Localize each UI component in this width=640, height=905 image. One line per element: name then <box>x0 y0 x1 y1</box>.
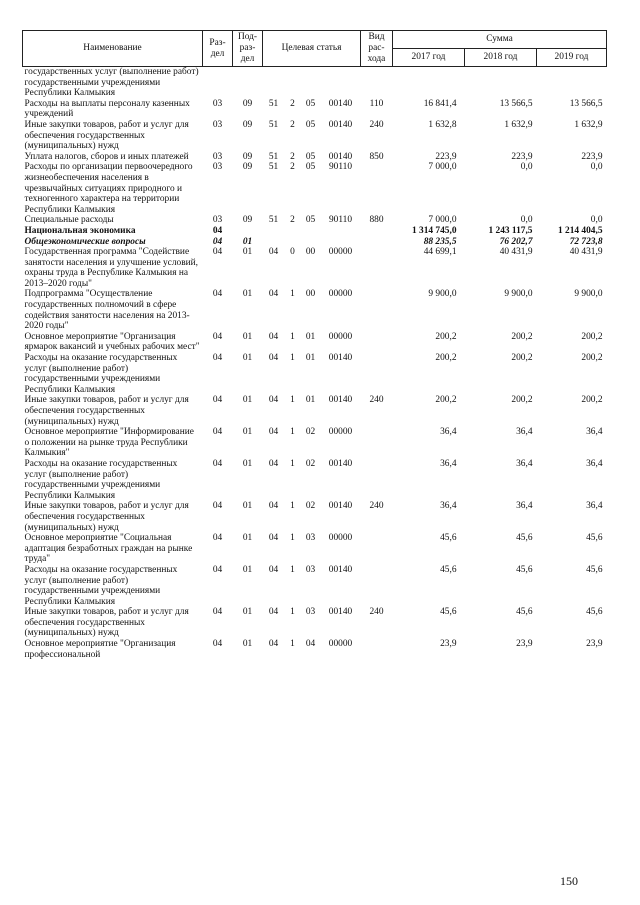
row-target-direction: 00140 <box>328 151 353 162</box>
row-name: Иные закупки товаров, работ и услуг для обеспечения государственных (муниципальных) нужд <box>24 501 189 533</box>
row-sum-2019: 36,4 <box>586 458 603 469</box>
row-target-subprogram <box>285 237 301 248</box>
header-name: Наименование <box>23 31 203 67</box>
row-razdel: 03 <box>212 162 223 173</box>
row-target-direction: 00000 <box>328 331 353 342</box>
row-name: Расходы на оказание государственных услуг (выполнение работ) государственными учреждениями Республики Калмыкия <box>24 564 178 607</box>
row-sum-2017: 23,9 <box>440 639 457 650</box>
row-expense-type <box>361 565 393 607</box>
row-target-event: 02 <box>305 427 316 438</box>
row-target-program: 04 <box>268 501 279 512</box>
header-target: Целевая статья <box>263 31 361 67</box>
table-row <box>23 533 607 565</box>
table-header <box>23 31 607 67</box>
row-target-event: 03 <box>305 564 316 575</box>
row-target-direction: 00140 <box>328 353 353 364</box>
row-target-subprogram: 1 <box>290 353 295 364</box>
row-sum-2018: 36,4 <box>516 427 533 438</box>
row-name: Иные закупки товаров, работ и услуг для обеспечения государственных (муниципальных) нужд <box>24 395 189 427</box>
row-target-event <box>301 237 321 248</box>
row-target-direction: 00000 <box>328 533 353 544</box>
row-target-program: 04 <box>268 533 279 544</box>
row-sum-2017: 45,6 <box>440 533 457 544</box>
row-target-direction: 00140 <box>328 98 353 109</box>
table-row <box>23 162 607 215</box>
row-sum-2019: 36,4 <box>586 427 603 438</box>
row-name: Расходы по организации первоочередного жизнеобеспечения населения в чрезвычайных ситуациях природного и техногенного характера на территории Республики Калмыкия <box>24 162 193 215</box>
row-sum-2017: 44 699,1 <box>423 247 457 258</box>
row-sum-2019 <box>537 67 607 99</box>
row-sum-2019: 13 566,5 <box>569 98 603 109</box>
row-podrazdel: 01 <box>242 564 253 575</box>
header-razdel: Раз- дел <box>203 31 233 67</box>
row-razdel: 04 <box>212 247 223 258</box>
row-podrazdel: 01 <box>242 607 253 618</box>
row-target-subprogram: 1 <box>290 458 295 469</box>
row-sum-2019: 200,2 <box>581 331 603 342</box>
row-expense-type: 850 <box>369 151 384 162</box>
row-target-program <box>263 67 285 99</box>
row-razdel: 04 <box>212 225 223 236</box>
row-expense-type <box>361 639 393 660</box>
table-row <box>23 247 607 289</box>
table-row <box>23 639 607 660</box>
row-name: Расходы на оказание государственных услуг (выполнение работ) государственными учреждениями Республики Калмыкия <box>24 458 178 501</box>
row-expense-type: 240 <box>369 395 384 406</box>
row-target-event: 05 <box>305 162 316 173</box>
row-name: Основное мероприятие "Социальная адаптация безработных граждан на рынке труда" <box>24 533 193 565</box>
row-expense-type <box>361 459 393 501</box>
row-sum-2017: 45,6 <box>440 564 457 575</box>
row-target-direction <box>321 67 361 99</box>
row-name: Расходы на оказание государственных услуг (выполнение работ) государственными учреждениями Республики Калмыкия <box>24 353 178 395</box>
row-target-event: 05 <box>305 119 316 130</box>
row-sum-2017: 1 632,8 <box>428 119 457 130</box>
row-razdel: 04 <box>212 607 223 618</box>
row-podrazdel: 01 <box>242 501 253 512</box>
row-target-event: 02 <box>305 501 316 512</box>
row-target-subprogram: 1 <box>290 289 295 300</box>
row-podrazdel: 01 <box>242 533 253 544</box>
row-target-program <box>263 226 285 237</box>
row-name: Подпрограмма "Осуществление государственных полномочий в сфере содействия занятости населения на 2013-2020 годы" <box>24 289 190 332</box>
row-sum-2018: 0,0 <box>520 162 533 173</box>
row-podrazdel: 01 <box>242 639 253 650</box>
row-target-direction: 90110 <box>328 162 353 173</box>
row-target-subprogram: 1 <box>290 331 295 342</box>
row-expense-type <box>361 353 393 395</box>
table-row <box>23 501 607 533</box>
table-row <box>23 215 607 226</box>
row-sum-2018: 223,9 <box>511 151 533 162</box>
row-sum-2017: 36,4 <box>440 427 457 438</box>
row-target-program: 51 <box>268 162 279 173</box>
row-target-event <box>301 226 321 237</box>
row-target-subprogram: 2 <box>290 119 295 130</box>
row-target-direction: 00140 <box>328 119 353 130</box>
row-target-direction <box>321 226 361 237</box>
row-expense-type: 240 <box>369 607 384 618</box>
row-podrazdel <box>233 226 263 237</box>
row-sum-2017: 45,6 <box>440 607 457 618</box>
row-sum-2019: 1 632,9 <box>574 119 603 130</box>
row-sum-2018: 45,6 <box>516 607 533 618</box>
row-target-subprogram: 2 <box>290 98 295 109</box>
row-name: Уплата налогов, сборов и иных платежей <box>24 151 189 162</box>
row-razdel <box>203 67 233 99</box>
row-target-subprogram: 1 <box>290 533 295 544</box>
row-name: Основное мероприятие "Информирование о положении на рынке труда Республики Калмыкия" <box>24 427 194 459</box>
row-expense-type <box>361 533 393 565</box>
row-name: государственных услуг (выполнение работ) государственными учреждениями Республики Калмыкия <box>24 67 199 99</box>
row-podrazdel: 09 <box>242 151 253 162</box>
row-sum-2019: 200,2 <box>581 353 603 364</box>
row-target-direction: 00000 <box>328 427 353 438</box>
row-target-event: 04 <box>305 639 316 650</box>
row-target-program: 04 <box>268 639 279 650</box>
row-target-event: 00 <box>305 289 316 300</box>
row-target-event: 01 <box>305 353 316 364</box>
row-target-subprogram <box>285 67 301 99</box>
row-expense-type: 110 <box>369 98 384 109</box>
row-target-event: 01 <box>305 395 316 406</box>
row-name: Государственная программа "Содействие занятости населения и улучшение условий, охраны труда в Республике Калмыкия на 2013–2020 годы" <box>24 247 199 289</box>
row-name: Основное мероприятие "Организация ярмарок вакансий и учебных рабочих мест" <box>24 331 200 353</box>
row-sum-2018: 200,2 <box>511 395 533 406</box>
row-target-subprogram: 2 <box>290 151 295 162</box>
row-target-subprogram: 0 <box>290 247 295 258</box>
row-razdel: 04 <box>212 353 223 364</box>
row-razdel: 04 <box>212 427 223 438</box>
row-podrazdel: 01 <box>242 427 253 438</box>
row-sum-2017: 36,4 <box>440 501 457 512</box>
page-number: 150 <box>560 874 578 888</box>
row-sum-2017: 7 000,0 <box>428 215 457 226</box>
row-sum-2019: 223,9 <box>581 151 603 162</box>
row-target-program: 51 <box>268 98 279 109</box>
row-podrazdel: 01 <box>242 331 253 342</box>
row-sum-2018: 0,0 <box>520 215 533 226</box>
header-podrazdel: Под- раз- дел <box>233 31 263 67</box>
row-expense-type <box>361 237 393 248</box>
row-expense-type <box>361 247 393 289</box>
row-razdel: 04 <box>212 331 223 342</box>
row-expense-type <box>361 67 393 99</box>
row-expense-type <box>361 289 393 331</box>
row-target-program: 04 <box>268 564 279 575</box>
row-sum-2019: 45,6 <box>586 533 603 544</box>
row-podrazdel: 09 <box>242 98 253 109</box>
header-vid: Вид рас- хода <box>361 31 393 67</box>
row-target-direction <box>321 237 361 248</box>
row-sum-2018: 9 900,0 <box>504 289 533 300</box>
row-sum-2017: 1 314 745,0 <box>411 225 457 236</box>
row-name: Национальная экономика <box>24 225 136 236</box>
row-podrazdel: 01 <box>242 247 253 258</box>
row-name: Иные закупки товаров, работ и услуг для обеспечения государственных (муниципальных) нужд <box>24 607 189 639</box>
row-sum-2019: 1 214 404,5 <box>557 225 603 236</box>
table-row <box>23 226 607 237</box>
table-row <box>23 395 607 427</box>
row-sum-2018: 36,4 <box>516 501 533 512</box>
table-row <box>23 427 607 459</box>
row-sum-2019: 0,0 <box>590 215 603 226</box>
row-podrazdel: 01 <box>242 236 253 247</box>
row-target-subprogram: 2 <box>290 215 295 226</box>
row-podrazdel: 09 <box>242 119 253 130</box>
row-podrazdel: 09 <box>242 215 253 226</box>
row-sum-2018: 45,6 <box>516 564 533 575</box>
table-row <box>23 152 607 163</box>
row-target-subprogram: 1 <box>290 564 295 575</box>
row-sum-2018: 36,4 <box>516 458 533 469</box>
row-target-program: 04 <box>268 607 279 618</box>
row-sum-2017 <box>393 67 465 99</box>
table-row <box>23 607 607 639</box>
table-row <box>23 289 607 331</box>
row-target-subprogram: 1 <box>290 501 295 512</box>
row-name: Общеэкономические вопросы <box>24 236 146 247</box>
row-expense-type: 880 <box>369 215 384 226</box>
row-target-direction: 00140 <box>328 458 353 469</box>
table-row <box>23 565 607 607</box>
row-target-direction: 00140 <box>328 564 353 575</box>
row-target-direction: 00140 <box>328 501 353 512</box>
row-expense-type: 240 <box>369 119 384 130</box>
row-sum-2018: 200,2 <box>511 331 533 342</box>
row-sum-2018 <box>465 67 537 99</box>
row-sum-2018: 76 202,7 <box>499 236 533 247</box>
row-sum-2017: 36,4 <box>440 458 457 469</box>
row-target-direction: 00140 <box>328 607 353 618</box>
row-target-event: 00 <box>305 247 316 258</box>
row-sum-2017: 200,2 <box>435 331 457 342</box>
table-row <box>23 459 607 501</box>
row-target-event: 05 <box>305 151 316 162</box>
row-razdel: 04 <box>212 458 223 469</box>
row-razdel: 03 <box>212 98 223 109</box>
row-sum-2017: 200,2 <box>435 353 457 364</box>
row-podrazdel: 01 <box>242 458 253 469</box>
row-target-program: 51 <box>268 151 279 162</box>
row-sum-2018: 1 243 117,5 <box>488 225 533 236</box>
header-2019: 2019 год <box>537 49 607 67</box>
row-name: Специальные расходы <box>24 215 114 226</box>
row-target-subprogram: 1 <box>290 395 295 406</box>
table-row <box>23 353 607 395</box>
row-sum-2017: 9 900,0 <box>428 289 457 300</box>
row-sum-2019: 45,6 <box>586 607 603 618</box>
row-target-event: 02 <box>305 458 316 469</box>
row-sum-2018: 13 566,5 <box>499 98 533 109</box>
row-target-program: 04 <box>268 458 279 469</box>
row-name: Основное мероприятие "Организация профессиональной <box>24 639 176 660</box>
row-target-event: 03 <box>305 607 316 618</box>
row-sum-2018: 200,2 <box>511 353 533 364</box>
row-sum-2018: 23,9 <box>516 639 533 650</box>
row-target-subprogram <box>285 226 301 237</box>
row-razdel: 04 <box>212 639 223 650</box>
header-2018: 2018 год <box>465 49 537 67</box>
row-target-subprogram: 2 <box>290 162 295 173</box>
row-razdel: 04 <box>212 289 223 300</box>
row-razdel: 04 <box>212 395 223 406</box>
row-podrazdel: 01 <box>242 353 253 364</box>
row-sum-2018: 40 431,9 <box>499 247 533 258</box>
row-target-event: 03 <box>305 533 316 544</box>
row-target-event <box>301 67 321 99</box>
row-podrazdel: 09 <box>242 162 253 173</box>
row-target-program: 04 <box>268 427 279 438</box>
row-razdel: 03 <box>212 215 223 226</box>
row-name: Расходы на выплаты персоналу казенных учреждений <box>24 98 190 120</box>
row-target-program: 04 <box>268 247 279 258</box>
header-2017: 2017 год <box>393 49 465 67</box>
row-sum-2018: 45,6 <box>516 533 533 544</box>
table-row <box>23 332 607 353</box>
table-row <box>23 120 607 152</box>
row-expense-type <box>361 427 393 459</box>
row-expense-type: 240 <box>369 501 384 512</box>
row-target-direction: 00140 <box>328 395 353 406</box>
row-target-program: 04 <box>268 289 279 300</box>
row-target-subprogram: 1 <box>290 427 295 438</box>
table-row <box>23 99 607 120</box>
row-razdel: 03 <box>212 119 223 130</box>
row-target-event: 01 <box>305 331 316 342</box>
row-target-direction: 00000 <box>328 639 353 650</box>
row-target-direction: 90110 <box>328 215 353 226</box>
header-sum: Сумма <box>393 31 607 49</box>
row-sum-2018: 1 632,9 <box>504 119 533 130</box>
row-sum-2019: 72 723,8 <box>569 236 603 247</box>
row-sum-2019: 36,4 <box>586 501 603 512</box>
row-target-program: 51 <box>268 215 279 226</box>
row-sum-2019: 200,2 <box>581 395 603 406</box>
row-razdel: 03 <box>212 151 223 162</box>
row-sum-2019: 0,0 <box>590 162 603 173</box>
row-target-program: 51 <box>268 119 279 130</box>
row-sum-2019: 9 900,0 <box>574 289 603 300</box>
row-target-program <box>263 237 285 248</box>
budget-table <box>22 30 607 660</box>
row-target-direction: 00000 <box>328 289 353 300</box>
row-target-subprogram: 1 <box>290 607 295 618</box>
row-expense-type <box>361 332 393 353</box>
row-sum-2019: 45,6 <box>586 564 603 575</box>
row-razdel: 04 <box>212 236 223 247</box>
row-razdel: 04 <box>212 564 223 575</box>
row-sum-2019: 40 431,9 <box>569 247 603 258</box>
row-target-direction: 00000 <box>328 247 353 258</box>
table-row <box>23 237 607 248</box>
table-body <box>23 67 607 661</box>
row-razdel: 04 <box>212 501 223 512</box>
row-expense-type <box>361 226 393 237</box>
row-target-program: 04 <box>268 395 279 406</box>
row-sum-2017: 7 000,0 <box>428 162 457 173</box>
row-name: Иные закупки товаров, работ и услуг для обеспечения государственных (муниципальных) нужд <box>24 119 189 152</box>
row-target-program: 04 <box>268 331 279 342</box>
table-row <box>23 67 607 99</box>
row-target-program: 04 <box>268 353 279 364</box>
row-sum-2017: 16 841,4 <box>423 98 457 109</box>
row-podrazdel: 01 <box>242 395 253 406</box>
row-target-subprogram: 1 <box>290 639 295 650</box>
row-target-event: 05 <box>305 98 316 109</box>
row-razdel: 04 <box>212 533 223 544</box>
row-podrazdel <box>233 67 263 99</box>
row-sum-2017: 223,9 <box>435 151 457 162</box>
row-podrazdel: 01 <box>242 289 253 300</box>
row-sum-2019: 23,9 <box>586 639 603 650</box>
row-target-event: 05 <box>305 215 316 226</box>
row-expense-type <box>361 162 393 215</box>
row-sum-2017: 200,2 <box>435 395 457 406</box>
row-sum-2017: 88 235,5 <box>423 236 457 247</box>
